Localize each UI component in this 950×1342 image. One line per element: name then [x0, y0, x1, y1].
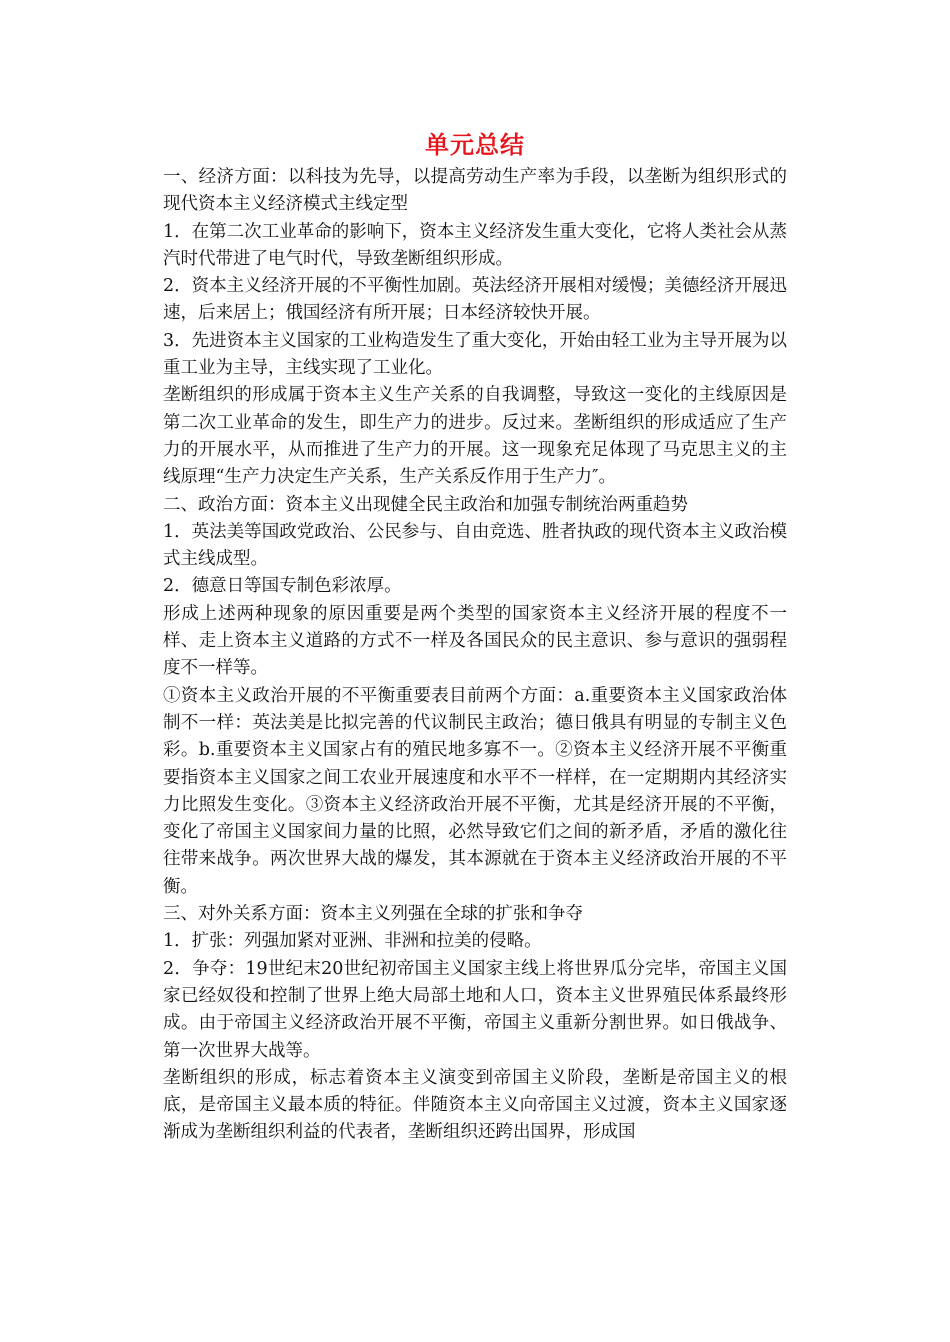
monopoly-analysis: 垄断组织的形成，标志着资本主义演变到帝国主义阶段，垄断是帝国主义的根底，是帝国主义最本质的特征。伴随资本主义向帝国主义过渡，资本主义国家逐渐成为垄断组织利益的代表者，垄断组织还跨出国界，形成国 — [163, 1067, 787, 1143]
economy-analysis: 垄断组织的形成属于资本主义生产关系的自我调整，导致这一变化的主线原因是第二次工业革命的发生，即生产力的进步。反过来。垄断组织的形成适应了生产力的开展水平，从而推进了生产力的开展。这一现象充足体现了马克思主义的主线原理“生产力决定生产关系，生产关系反作用于生产力″。 — [163, 385, 787, 488]
imbalance-analysis: ①资本主义政治开展的不平衡重要表目前两个方面：a.重要资本主义国家政治体制不一样：英法美是比拟完善的代议制民主政治；德日俄具有明显的专制主义色彩。b.重要资本主义国家占有的殖民地多寡不一。②资本主义经济开展不平衡重要指资本主义国家之间工农业开展速度和水平不一样样，在一定期期内其经济实力比照发生变化。③资本主义经济政治开展不平衡，尤其是经济开展的不平衡，变化了帝国主义国家间力量的比照，必然导致它们之间的新矛盾，矛盾的激化往往带来战争。两次世界大战的爆发，其本源就在于资本主义经济政治开展的不平衡。 — [163, 685, 787, 897]
document-title: 单元总结 — [425, 131, 525, 159]
politics-point-1: 1．英法美等国政党政治、公民参与、自由竞选、胜者执政的现代资本主义政治模式主线成型。 — [163, 521, 787, 570]
economy-point-3: 3．先进资本主义国家的工业构造发生了重大变化，开始由轻工业为主导开展为以重工业为主导，主线实现了工业化。 — [163, 330, 787, 379]
politics-analysis: 形成上述两种现象的原因重要是两个类型的国家资本主义经济开展的程度不一样、走上资本主义道路的方式不一样及各国民众的民主意识、参与意识的强弱程度不一样等。 — [163, 603, 787, 679]
politics-point-2: 2．德意日等国专制色彩浓厚。 — [163, 576, 402, 597]
foreign-point-2: 2．争夺：19世纪末20世纪初帝国主义国家主线上将世界瓜分完毕，帝国主义国家已经奴役和控制了世界上绝大局部土地和人口，资本主义世界殖民体系最终形成。由于帝国主义经济政治开展不平衡，帝国主义重新分割世界。如日俄战争、第一次世界大战等。 — [163, 958, 787, 1061]
section-heading-foreign-relations: 三、对外关系方面：资本主义列强在全球的扩张和争夺 — [163, 904, 583, 925]
section-heading-politics: 二、政治方面：资本主义出现健全民主政治和加强专制统治两重趋势 — [163, 494, 688, 515]
section-heading-economy: 一、经济方面：以科技为先导，以提高劳动生产率为手段，以垄断为组织形式的现代资本主义经济模式主线定型 — [163, 167, 787, 215]
foreign-point-1: 1．扩张：列强加紧对亚洲、非洲和拉美的侵略。 — [163, 931, 542, 952]
document-body — [163, 126, 787, 1147]
economy-point-1: 1．在第二次工业革命的影响下，资本主义经济发生重大变化，它将人类社会从蒸汽时代带进了电气时代，导致垄断组织形成。 — [163, 221, 787, 269]
economy-point-2: 2．资本主义经济开展的不平衡性加剧。英法经济开展相对缓慢；美德经济开展迅速，后来居上；俄国经济有所开展；日本经济较快开展。 — [163, 276, 787, 324]
